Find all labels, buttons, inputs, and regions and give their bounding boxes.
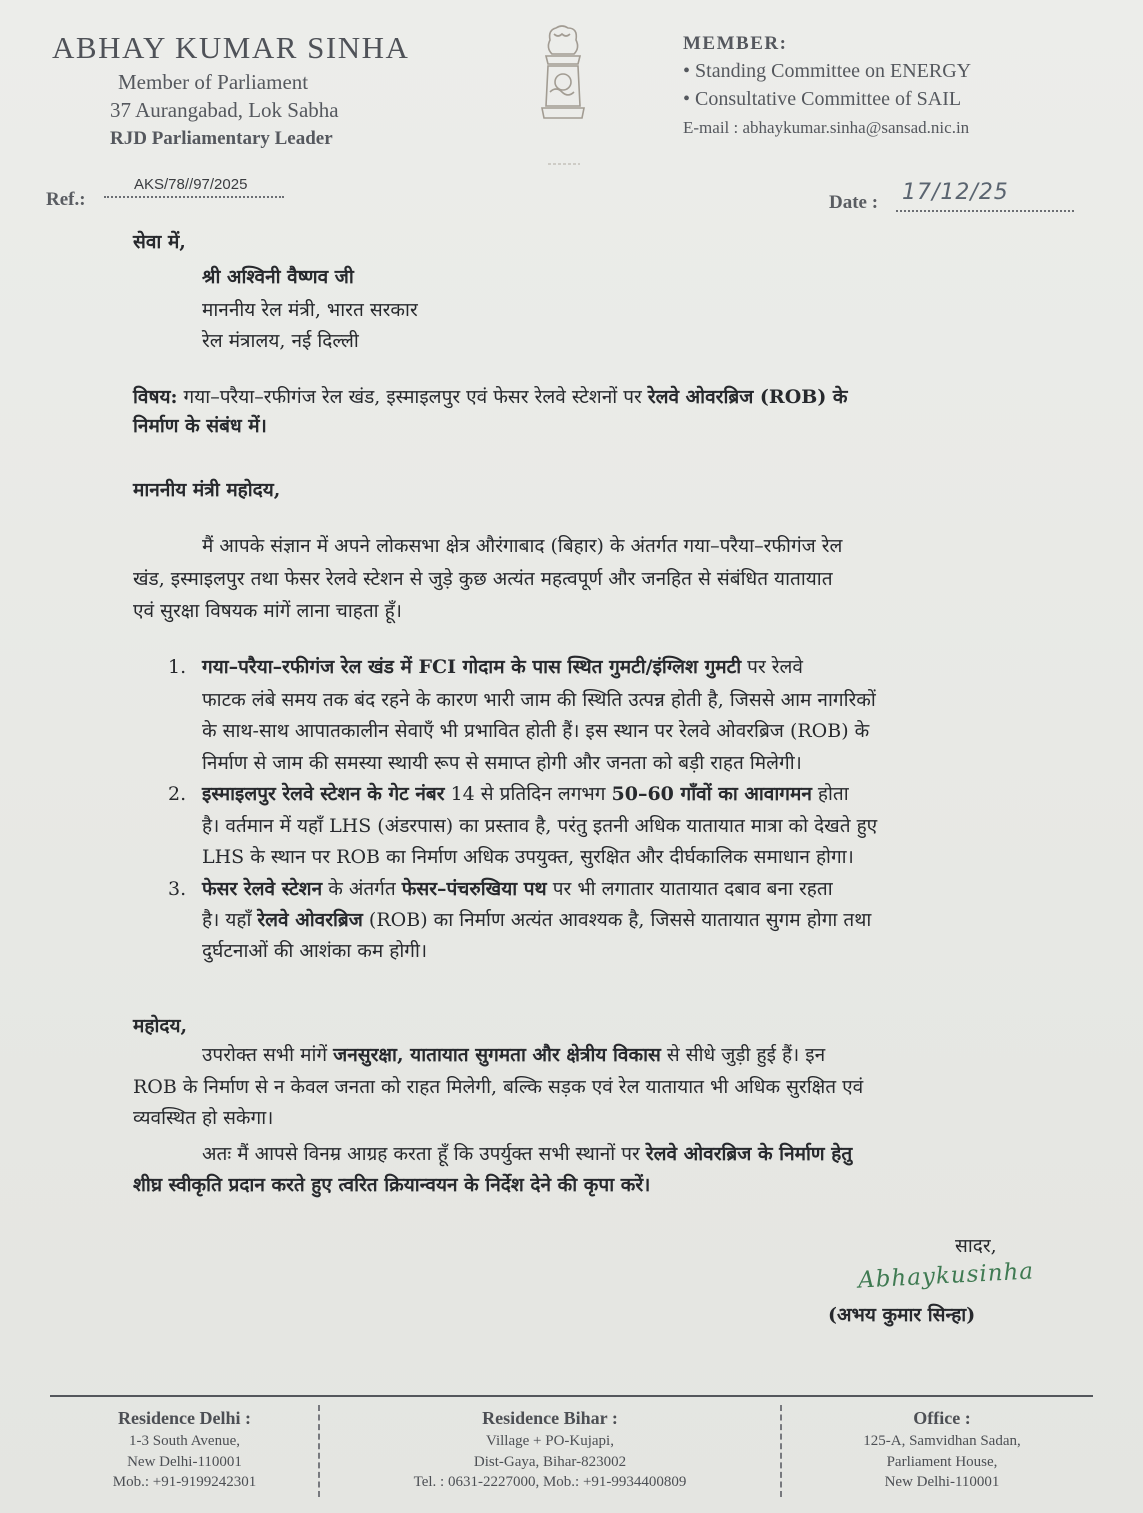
national-emblem-icon bbox=[528, 22, 598, 172]
closing-p2-bold: रेलवे ओवरब्रिज के निर्माण हेतु bbox=[645, 1143, 853, 1165]
signature: Abhaykusinha bbox=[857, 1258, 1035, 1294]
item-1-number: 1. bbox=[168, 656, 187, 678]
subject-text-1-bold: रेलवे ओवरब्रिज (ROB) के bbox=[647, 386, 848, 408]
item-3-text-4: (ROB) का निर्माण अत्यंत आवश्यक है, जिससे यातायात सुगम होगा तथा bbox=[362, 909, 872, 931]
item-2-line-1 bbox=[202, 783, 849, 806]
closing-p2-text-1: अतः मैं आपसे विनम्र आग्रह करता हूँ कि उपर्युक्त सभी स्थानों पर bbox=[202, 1143, 646, 1165]
item-1-line-3: के साथ-साथ आपातकालीन सेवाएँ भी प्रभावित होती हैं। इस स्थान पर रेलवे ओवरब्रिज (ROB) के bbox=[202, 720, 870, 742]
committee-item-2: • Consultative Committee of SAIL bbox=[683, 88, 962, 110]
footer-separator-2 bbox=[780, 1405, 782, 1497]
letterhead-name: ABHAY KUMAR SINHA bbox=[52, 30, 410, 65]
address-salutation: सेवा में, bbox=[133, 231, 186, 253]
signatory-name: (अभय कुमार सिन्हा) bbox=[828, 1304, 976, 1326]
committee-item-1: • Standing Committee on ENERGY bbox=[683, 60, 972, 82]
closing-p1-line-3: व्यवस्थित हो सकेगा। bbox=[133, 1107, 274, 1129]
committee-text-1: Standing Committee on ENERGY bbox=[695, 60, 972, 82]
item-3-line-1 bbox=[202, 878, 833, 901]
item-2-number: 2. bbox=[168, 783, 187, 805]
subject-line-2: निर्माण के संबंध में। bbox=[133, 415, 267, 437]
footer-bihar-line-1: Village + PO-Kujapi, bbox=[486, 1432, 614, 1449]
ref-label: Ref.: bbox=[46, 189, 86, 210]
intro-line-1: मैं आपके संज्ञान में अपने लोकसभा क्षेत्र औरंगाबाद (बिहार) के अंतर्गत गया–परैया–रफीगंज रेल bbox=[202, 535, 843, 557]
item-1-line-2: फाटक लंबे समय तक बंद रहने के कारण भारी जाम की स्थिति उत्पन्न होती है, जिससे आम नागरिकों bbox=[202, 689, 876, 711]
footer-delhi-line-2: New Delhi-110001 bbox=[127, 1453, 242, 1470]
date-dotted-line bbox=[896, 210, 1074, 212]
footer-office-line-2: Parliament House, bbox=[886, 1453, 998, 1470]
item-2-line-3: LHS के स्थान पर ROB का निर्माण अधिक उपयुक्त, सुरक्षित और दीर्घकालिक समाधान होगा। bbox=[202, 846, 854, 868]
letterhead-line-3: RJD Parliamentary Leader bbox=[110, 128, 333, 149]
subject-line-1 bbox=[133, 386, 848, 409]
item-2-text-2: होता bbox=[811, 783, 849, 805]
date-label: Date : bbox=[829, 192, 879, 213]
address-line-3: रेल मंत्रालय, नई दिल्ली bbox=[202, 330, 359, 352]
address-line-2: माननीय रेल मंत्री, भारत सरकार bbox=[202, 299, 418, 321]
intro-line-2: खंड, इस्माइलपुर तथा फेसर रेलवे स्टेशन से जुड़े कुछ अत्यंत महत्वपूर्ण और जनहित से संबंधित यातायात bbox=[133, 568, 833, 590]
item-3-bold-3: रेलवे ओवरब्रिज bbox=[257, 909, 363, 931]
footer-bihar-line-2: Dist-Gaya, Bihar-823002 bbox=[473, 1453, 627, 1470]
ref-dotted-line bbox=[104, 196, 284, 198]
closing-p1-line-1 bbox=[202, 1044, 825, 1067]
closing-p1-text-1: उपरोक्त सभी मांगें bbox=[202, 1044, 334, 1066]
item-3-bold-1: फेसर रेलवे स्टेशन bbox=[202, 878, 323, 900]
sadar-text: सादर, bbox=[955, 1235, 997, 1257]
subject-text-1: गया–परैया–रफीगंज रेल खंड, इस्माइलपुर एवं फेसर रेलवे स्टेशनों पर bbox=[177, 386, 648, 408]
item-1-line-1 bbox=[202, 656, 803, 679]
item-2-line-2: है। वर्तमान में यहाँ LHS (अंडरपास) का प्रस्ताव है, परंतु इतनी अधिक यातायात मात्रा को देखते हुए bbox=[202, 815, 878, 837]
address-line-1: श्री अश्विनी वैष्णव जी bbox=[202, 266, 354, 288]
closing-p2-line-1 bbox=[202, 1143, 852, 1166]
member-label: MEMBER: bbox=[683, 33, 788, 54]
footer-office-line-1: 125-A, Samvidhan Sadan, bbox=[863, 1432, 1021, 1449]
letterhead-email: E-mail : abhaykumar.sinha@sansad.nic.in bbox=[683, 118, 970, 137]
footer-delhi-line-3: Mob.: +91-9199242301 bbox=[112, 1474, 257, 1491]
item-3-text-2: पर भी लगातार यातायात दबाव बना रहता bbox=[546, 878, 833, 900]
footer-rule bbox=[50, 1395, 1093, 1397]
item-3-number: 3. bbox=[168, 878, 187, 900]
closing-p1-text-2: से सीधे जुड़ी हुई हैं। इन bbox=[660, 1044, 826, 1066]
ref-value: AKS/78//97/2025 bbox=[134, 176, 248, 193]
closing-p2-line-2: शीघ्र स्वीकृति प्रदान करते हुए त्वरित क्रियान्वयन के निर्देश देने की कृपा करें। bbox=[133, 1174, 651, 1196]
item-3-line-2 bbox=[202, 909, 871, 932]
footer-separator-1 bbox=[318, 1405, 320, 1497]
item-2-bold-2: 50–60 गाँवों का आवागमन bbox=[611, 783, 812, 805]
greeting: माननीय मंत्री महोदय, bbox=[133, 479, 281, 501]
closing-label: महोदय, bbox=[133, 1015, 188, 1037]
footer-delhi-line-1: 1-3 South Avenue, bbox=[129, 1432, 240, 1449]
footer-delhi-title: Residence Delhi : bbox=[118, 1408, 251, 1428]
closing-p1-line-2: ROB के निर्माण से न केवल जनता को राहत मिलेगी, बल्कि सड़क एवं रेल यातायात भी अधिक सुरक्षित एवं bbox=[133, 1076, 864, 1098]
item-3-text-3: है। यहाँ bbox=[202, 909, 258, 931]
subject-label: विषय: bbox=[133, 386, 178, 408]
date-value: 17/12/25 bbox=[902, 180, 1009, 205]
item-2-bold-1: इस्माइलपुर रेलवे स्टेशन के गेट नंबर bbox=[202, 783, 445, 805]
letterhead-line-2: 37 Aurangabad, Lok Sabha bbox=[110, 98, 339, 122]
letterhead-line-1: Member of Parliament bbox=[118, 70, 309, 94]
item-1-line-4: निर्माण से जाम की समस्या स्थायी रूप से समाप्त होगी और जनता को बड़ी राहत मिलेगी। bbox=[202, 752, 802, 774]
item-1-bold: गया–परैया–रफीगंज रेल खंड में FCI गोदाम के पास स्थित गुमटी/इंग्लिश गुमटी bbox=[202, 656, 742, 678]
item-3-text-1: के अंतर्गत bbox=[322, 878, 402, 900]
footer-bihar-line-3: Tel. : 0631-2227000, Mob.: +91-9934400809 bbox=[413, 1474, 687, 1491]
footer-office bbox=[792, 1406, 1092, 1493]
item-3-line-3: दुर्घटनाओं की आशंका कम होगी। bbox=[202, 940, 428, 962]
committee-text-2: Consultative Committee of SAIL bbox=[695, 88, 962, 110]
intro-line-3: एवं सुरक्षा विषयक मांगें लाना चाहता हूँ। bbox=[133, 600, 402, 622]
footer-office-line-3: New Delhi-110001 bbox=[884, 1474, 1000, 1491]
item-2-text-1: 14 से प्रतिदिन लगभग bbox=[444, 783, 612, 805]
footer-bihar-title: Residence Bihar : bbox=[482, 1408, 618, 1428]
footer-bihar bbox=[330, 1406, 770, 1493]
closing-p1-bold: जनसुरक्षा, यातायात सुगमता और क्षेत्रीय विकास bbox=[333, 1044, 661, 1066]
footer-office-title: Office : bbox=[913, 1408, 971, 1428]
item-3-bold-2: फेसर–पंचरुखिया पथ bbox=[401, 878, 547, 900]
item-1-rest: पर रेलवे bbox=[741, 656, 803, 678]
footer-delhi bbox=[62, 1406, 307, 1493]
